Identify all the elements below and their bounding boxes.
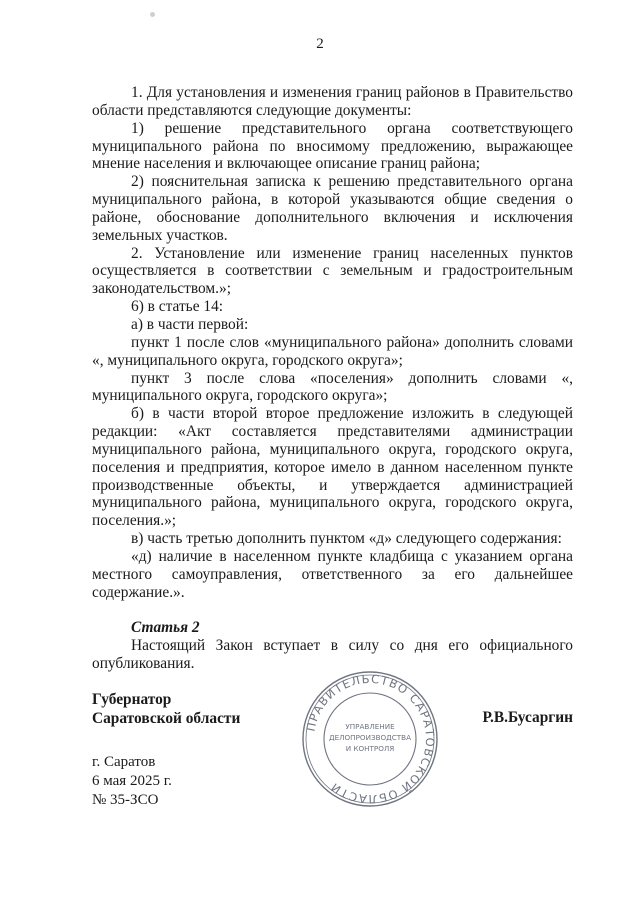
paragraph-4: 2. Установление или изменение границ населенных пунктов осуществляется в соответствии с земельным и градостроительным законодательством.»; (92, 244, 573, 298)
paragraph-1: 1. Для установления и изменения границ районов в Правительство области представляются следующие документы: (92, 84, 573, 119)
paragraph-9: б) в части второй второе предложение изложить в следующей редакции: «Акт составляется представителями администрации муниципального района, муниципального округа, городского округа, поселения и предприятия, которое имело в данном населенном пункте производственные объекты, и утверждается администрацией муниципального района, муниципального округа, городского округа, поселения.»; (92, 405, 573, 530)
article-text: Настоящий Закон вступает в силу со дня его официального опубликования. (92, 637, 573, 673)
signature-position-line1: Губернатор (92, 691, 172, 708)
seal-inner-line3: И КОНТРОЛЯ (345, 744, 395, 753)
paragraph-11: «д) наличие в населенном пункте кладбища с указанием органа местного самоуправления, ответственного за его дальнейшее содержание.». (92, 547, 573, 601)
seal-graphic (300, 669, 440, 809)
date: 6 мая 2025 г. (92, 773, 172, 789)
spacer (92, 601, 573, 619)
city: г. Саратов (92, 754, 156, 770)
article-title: Статья 2 (131, 619, 200, 637)
seal-inner-line1: УПРАВЛЕНИЕ (345, 722, 395, 731)
paragraph-5: 6) в статье 14: (131, 298, 224, 316)
scan-artifact (150, 12, 155, 17)
paragraph-10: в) часть третью дополнить пунктом «д» следующего содержания: (131, 530, 562, 548)
seal-outer-text: ПРАВИТЕЛЬСТВО САРАТОВСКОЙ ОБЛАСТИ (303, 671, 438, 807)
paragraph-3: 2) пояснительная записка к решению представительного органа муниципального района, в которой указываются общие сведения о районе, обоснование дополнительного включения и исключения земельных участков. (92, 173, 573, 244)
paragraph-6: а) в части первой: (131, 315, 249, 333)
signature-position (92, 690, 240, 728)
official-seal (300, 669, 440, 809)
body-text (92, 84, 573, 673)
page-number: 2 (316, 36, 324, 52)
signature-position-line2: Саратовской области (92, 710, 241, 727)
paragraph-2: 1) решение представительного органа соответствующего муниципального района по вносимому предложению, выражающее мнение населения и включающее описание границ района; (92, 119, 573, 173)
seal-inner-line2: ДЕЛОПРОИЗВОДСТВА (328, 733, 412, 742)
place-date-block (92, 753, 172, 810)
law-number: № 35-ЗСО (92, 792, 159, 808)
paragraph-8: пункт 3 после слова «поселения» дополнить словами «, муниципального округа, городского округа»; (92, 369, 573, 405)
paragraph-7: пункт 1 после слов «муниципального района» дополнить словами «, муниципального округа, городского округа»; (92, 333, 573, 369)
signatory-name: Р.В.Бусаргин (482, 709, 573, 726)
